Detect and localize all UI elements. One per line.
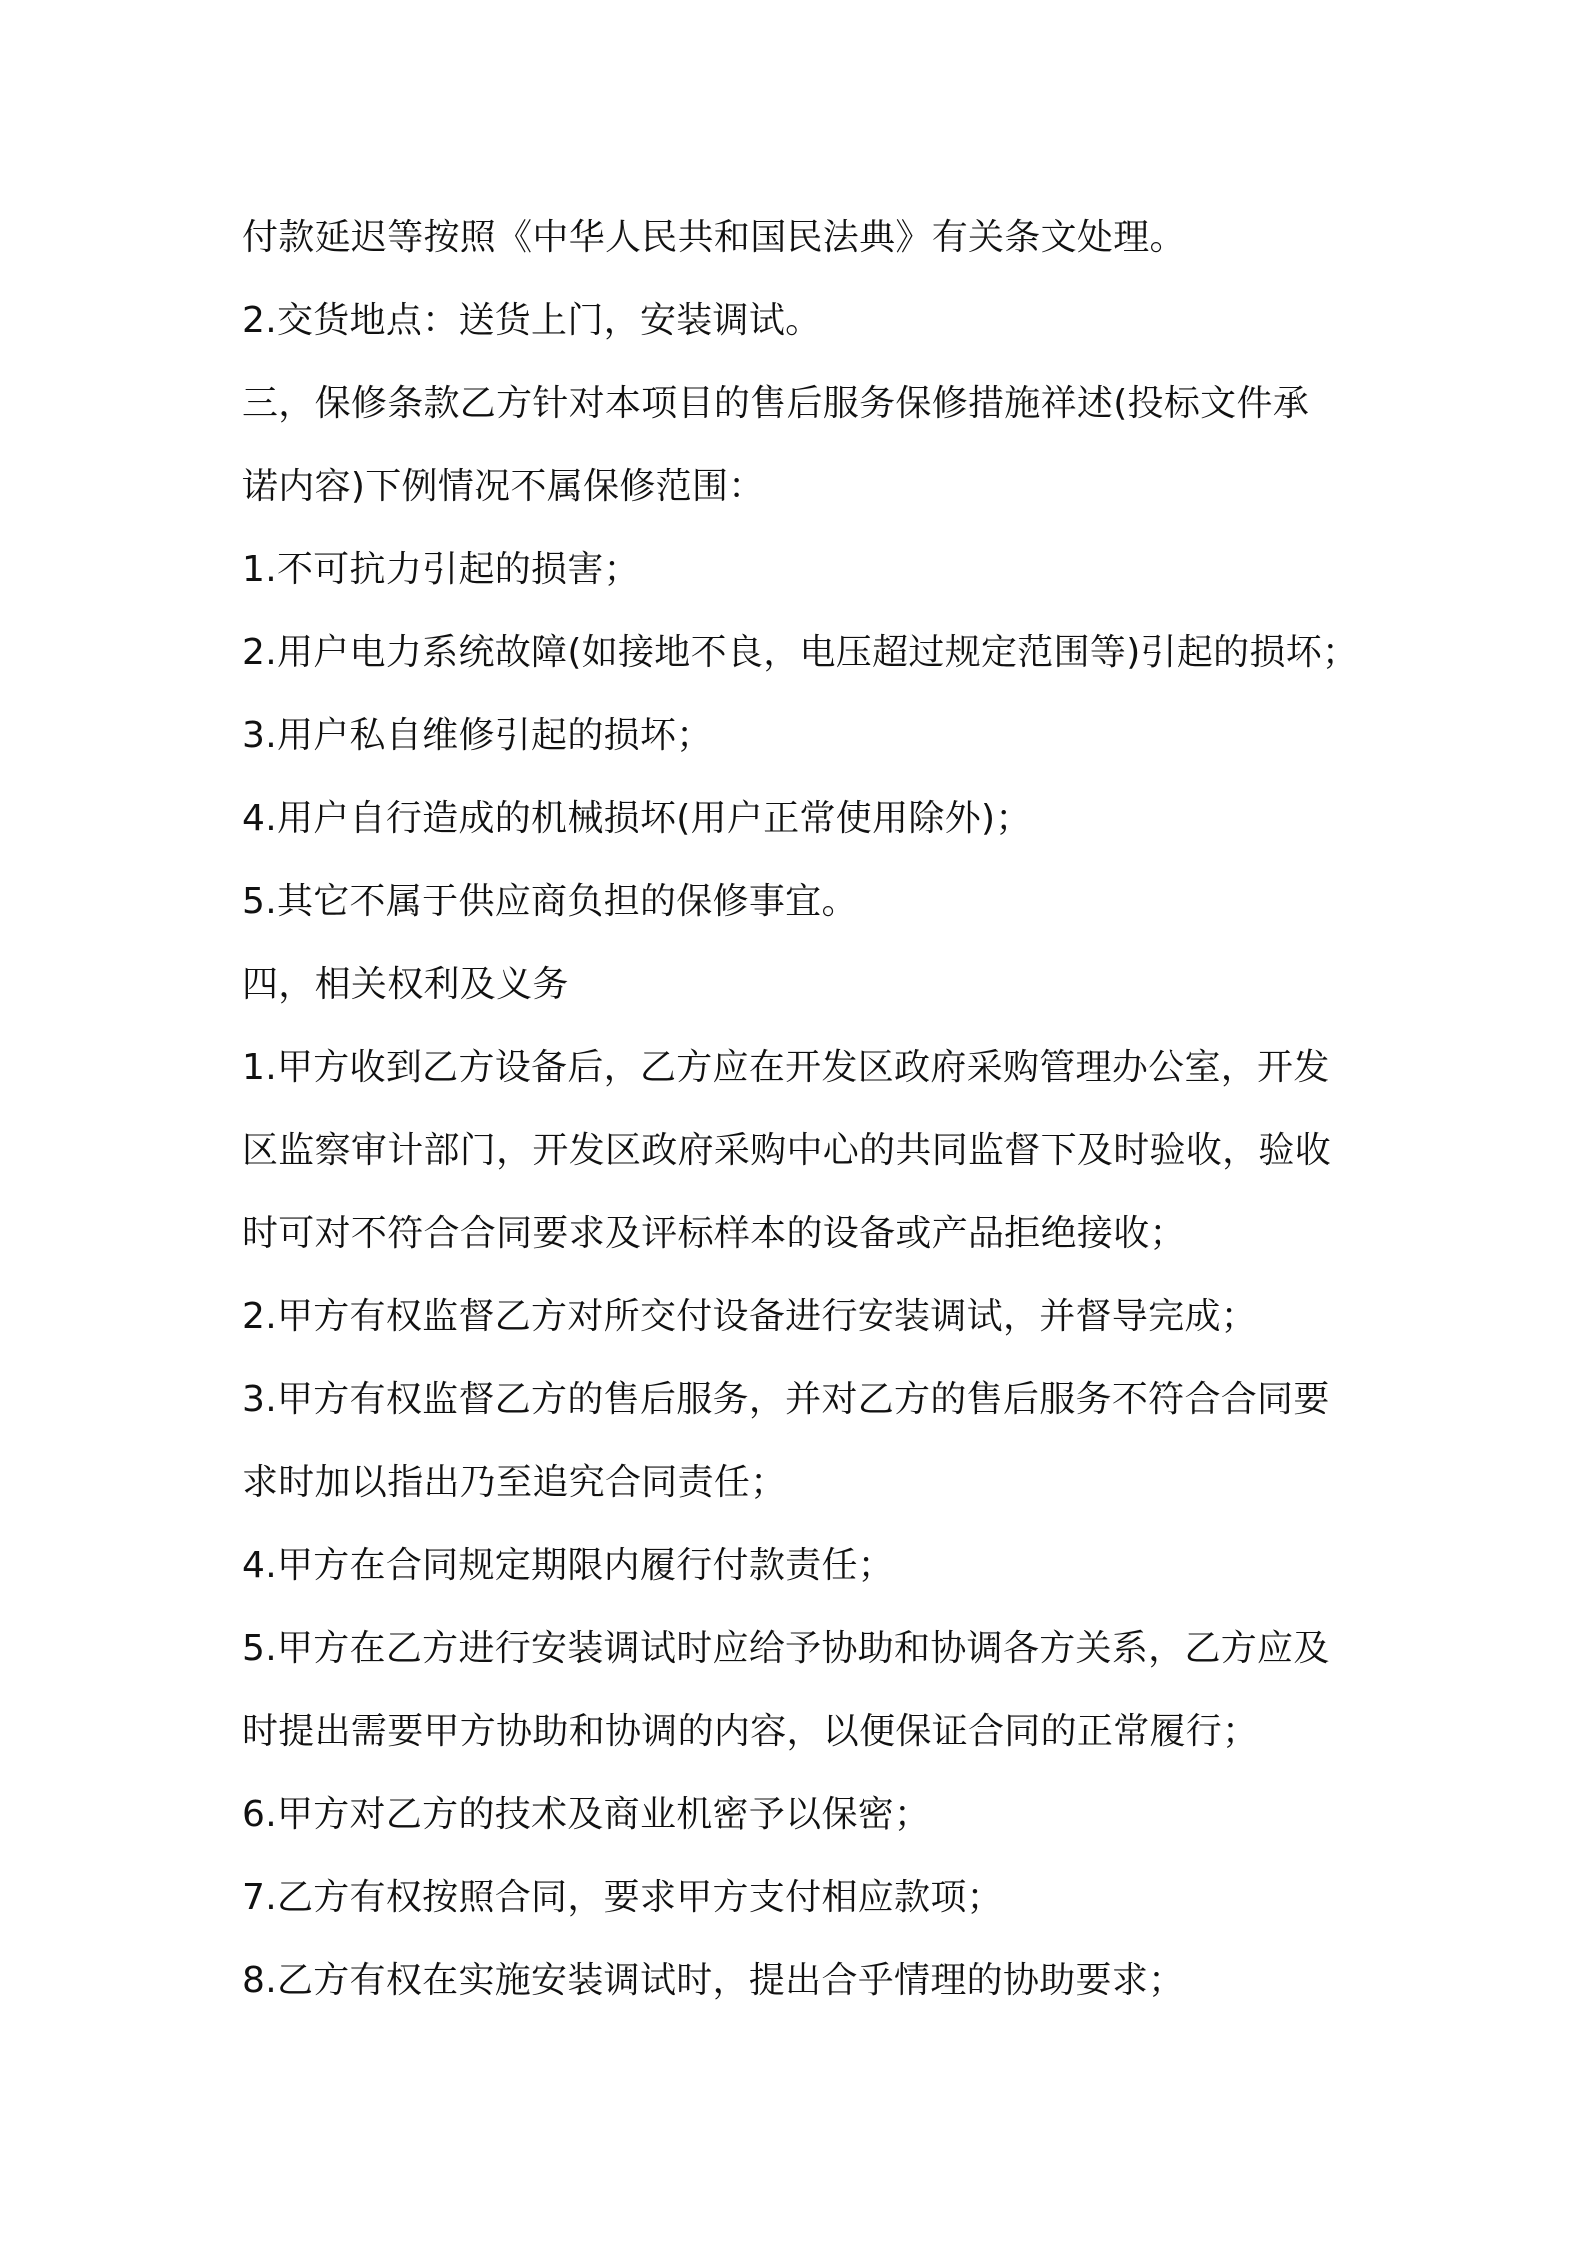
text-line: 5.甲方在乙方进行安装调试时应给予协助和协调各方关系，乙方应及 [242, 1628, 1330, 1669]
text-line: 1.不可抗力引起的损害； [242, 549, 640, 590]
text-line: 求时加以指出乃至追究合同责任； [242, 1462, 787, 1503]
text-line: 付款延迟等按照《中华人民共和国民法典》有关条文处理。 [242, 217, 1186, 258]
text-line: 7.乙方有权按照合同，要求甲方支付相应款项； [242, 1877, 1003, 1918]
text-line: 2.用户电力系统故障(如接地不良，电压超过规定范围等)引起的损坏； [242, 632, 1359, 673]
text-line: 2.交货地点：送货上门，安装调试。 [242, 300, 822, 341]
text-line: 三，保修条款乙方针对本项目的售后服务保修措施祥述(投标文件承 [242, 383, 1310, 424]
text-line: 时可对不符合合同要求及评标样本的设备或产品拒绝接收； [242, 1213, 1186, 1254]
text-line: 8.乙方有权在实施安装调试时，提出合乎情理的协助要求； [242, 1960, 1185, 2001]
text-line: 时提出需要甲方协助和协调的内容，以便保证合同的正常履行； [242, 1711, 1259, 1752]
text-line: 4.用户自行造成的机械损坏(用户正常使用除外)； [242, 798, 1032, 839]
section-heading: 四，相关权利及义务 [242, 964, 569, 1005]
text-line: 5.其它不属于供应商负担的保修事宜。 [242, 881, 858, 922]
text-line: 1.甲方收到乙方设备后，乙方应在开发区政府采购管理办公室，开发 [242, 1047, 1330, 1088]
text-line: 2.甲方有权监督乙方对所交付设备进行安装调试，并督导完成； [242, 1296, 1258, 1337]
text-line: 3.用户私自维修引起的损坏； [242, 715, 713, 756]
text-line: 诺内容)下例情况不属保修范围： [242, 466, 765, 507]
document-body [242, 196, 1362, 2022]
text-line: 区监察审计部门，开发区政府采购中心的共同监督下及时验收，验收 [242, 1130, 1332, 1171]
text-line: 4.甲方在合同规定期限内履行付款责任； [242, 1545, 895, 1586]
text-line: 6.甲方对乙方的技术及商业机密予以保密； [242, 1794, 931, 1835]
text-line: 3.甲方有权监督乙方的售后服务，并对乙方的售后服务不符合合同要 [242, 1379, 1330, 1420]
